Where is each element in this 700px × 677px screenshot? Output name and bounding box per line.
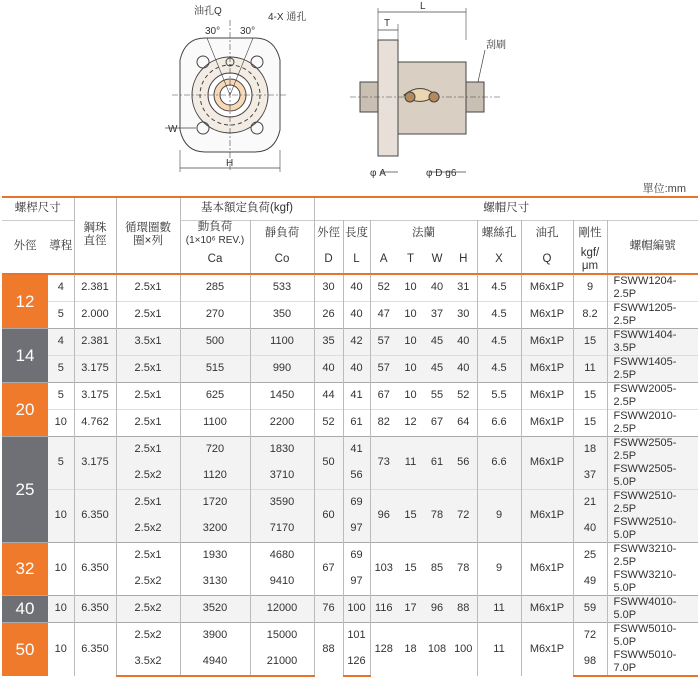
nut-outer-cell: 26 [314,301,343,328]
flange-t-cell: 15 [397,489,424,542]
rigidity-cell: 40 [573,516,607,543]
lead-cell: 5 [48,355,74,382]
circuits-cell: 2.5x1 [116,489,180,516]
rigidity-header: 剛性 [573,220,607,247]
flange-a-cell: 73 [370,436,397,489]
oil-hole-cell: M6x1P [521,542,573,595]
bolt-hole-cell: 4.5 [477,301,521,328]
rigidity-cell: 15 [573,409,607,436]
flange-a-cell: 82 [370,409,397,436]
circuits-cell: 2.5x2 [116,463,180,490]
nut-outer-cell: 67 [314,542,343,595]
screw-outer-dia-badge: 20 [2,382,48,436]
bolt-hole-cell: 11 [477,622,521,676]
screw-size-header: 螺桿尺寸 [2,197,74,220]
circuits-cell: 2.5x1 [116,436,180,463]
circuits-cell: 3.5x2 [116,649,180,676]
nut-outer-cell: 44 [314,382,343,409]
length-cell: 61 [343,409,370,436]
nut-model-cell: FSWW4010-5.0P [607,595,698,622]
static-load-cell: 1100 [250,328,314,355]
length-cell: 41 [343,436,370,463]
flange-w-cell: 78 [424,489,450,542]
static-load-cell: 15000 [250,622,314,649]
rigidity-cell: 21 [573,489,607,516]
lead-cell: 10 [48,622,74,676]
oil-hole-cell: M6x1P [521,301,573,328]
oil-hole-cell: M6x1P [521,328,573,355]
l-header: L [343,247,370,274]
t-header: T [406,253,415,265]
bolt-hole-cell: 6.6 [477,409,521,436]
outer-dia-header: 外徑 [13,240,37,252]
static-load-cell: 350 [250,301,314,328]
ball-dia-cell: 3.175 [74,436,116,489]
dynamic-load-cell: 1720 [180,489,250,516]
length-cell: 97 [343,569,370,596]
ball-dia-cell: 2.000 [74,301,116,328]
length-cell: 40 [343,274,370,302]
bolt-hole-cell: 4.5 [477,274,521,302]
dynamic-load-cell: 625 [180,382,250,409]
rigidity-cell: 25 [573,542,607,569]
screw-outer-dia-badge: 40 [2,595,48,622]
static-load-cell: 4680 [250,542,314,569]
dynamic-load-cell: 3900 [180,622,250,649]
lead-cell: 10 [48,595,74,622]
nut-model-cell: FSWW2010-2.5P [607,409,698,436]
lead-cell: 10 [48,489,74,542]
oil-hole-cell: M6x1P [521,489,573,542]
dynamic-load-cell: 1120 [180,463,250,490]
dynamic-load-cell: 3520 [180,595,250,622]
h-label: H [226,158,234,169]
flange-h-cell: 78 [450,542,477,595]
lead-cell: 10 [48,542,74,595]
table-row [2,301,698,328]
flange-t-cell: 10 [397,301,424,328]
static-load-cell: 533 [250,274,314,302]
rigidity-cell: 98 [573,649,607,676]
flange-header: 法蘭 [370,220,477,247]
table-header [2,197,698,274]
rigidity-cell: 37 [573,463,607,490]
static-load-cell: 3590 [250,489,314,516]
circuits-cell: 2.5x2 [116,569,180,596]
length-cell: 42 [343,328,370,355]
bolt-hole-cell: 11 [477,595,521,622]
rigidity-cell: 11 [573,355,607,382]
length-cell: 100 [343,595,370,622]
table-row [2,436,698,463]
circuits-cell: 2.5x1 [116,274,180,302]
dynamic-load-cell: 720 [180,436,250,463]
table-row [2,409,698,436]
length-cell: 40 [343,355,370,382]
static-load-cell: 7170 [250,516,314,543]
lead-cell: 4 [48,328,74,355]
nut-model-cell: FSWW1405-2.5P [607,355,698,382]
dynamic-load-cell: 3130 [180,569,250,596]
nut-model-cell: FSWW5010-7.0P [607,649,698,676]
spec-table [2,196,698,677]
q-header: Q [521,247,573,274]
flange-w-cell: 45 [424,328,450,355]
nut-outer-cell: 76 [314,595,343,622]
load-rating-header: 基本額定負荷(kgf) [180,197,314,220]
a-header: A [379,253,388,265]
flange-h-cell: 100 [450,622,477,676]
flange-h-cell: 30 [450,301,477,328]
screw-outer-dia-badge: 14 [2,328,48,382]
nut-model-cell: FSWW2505-5.0P [607,463,698,490]
front-view [165,20,288,172]
flange-t-cell: 12 [397,409,424,436]
ball-dia-cell: 4.762 [74,409,116,436]
table-row [2,622,698,649]
flange-a-cell: 96 [370,489,397,542]
nut-outer-cell: 50 [314,436,343,489]
circuits-header: 循環圈數 圈×列 [116,197,180,274]
flange-t-cell: 10 [397,274,424,302]
nut-outer-cell: 35 [314,328,343,355]
nut-model-cell: FSWW2510-5.0P [607,516,698,543]
screw-outer-dia-badge: 25 [2,436,48,542]
oil-hole-cell: M6x1P [521,595,573,622]
ca-header: Ca [180,247,250,274]
ball-dia-cell: 3.175 [74,355,116,382]
length-cell: 126 [343,649,370,676]
static-load-cell: 1830 [250,436,314,463]
static-load-cell: 2200 [250,409,314,436]
x-header: X [477,247,521,274]
flange-a-cell: 128 [370,622,397,676]
flange-w-cell: 67 [424,409,450,436]
flange-h-cell: 72 [450,489,477,542]
flange-w-cell: 55 [424,382,450,409]
nut-model-cell: FSWW1404-3.5P [607,328,698,355]
lead-cell: 4 [48,274,74,302]
l-label: L [420,1,426,12]
nut-outer-header: 外徑 [314,220,343,247]
flange-w-cell: 61 [424,436,450,489]
flange-w-cell: 96 [424,595,450,622]
flange-w-cell: 37 [424,301,450,328]
nut-model-cell: FSWW5010-5.0P [607,622,698,649]
circuits-cell: 2.5x1 [116,355,180,382]
wiper-label: 刮刷 [486,40,506,51]
ball-dia-cell: 6.350 [74,489,116,542]
flange-a-cell: 103 [370,542,397,595]
static-load-cell: 3710 [250,463,314,490]
lead-header: 導程 [48,220,74,274]
circuits-cell: 2.5x1 [116,542,180,569]
angle-right-label: 30° [240,26,256,37]
ball-dia-header: 鋼珠 直徑 [74,197,116,274]
dynamic-load-header: 動負荷 (1×10⁶ REV.) [180,220,250,247]
lead-cell: 5 [48,436,74,489]
nut-model-cell: FSWW2505-2.5P [607,436,698,463]
table-row [2,274,698,302]
phi-a-label: φ A [370,168,386,179]
table-body [2,274,698,676]
dynamic-load-cell: 285 [180,274,250,302]
flange-t-cell: 15 [397,542,424,595]
h-header: H [450,247,477,274]
flange-w-cell: 45 [424,355,450,382]
nut-outer-cell: 88 [314,622,343,676]
flange-a-cell: 57 [370,355,397,382]
static-load-cell: 990 [250,355,314,382]
co-header: Co [250,247,314,274]
bolt-hole-cell: 9 [477,489,521,542]
nut-technical-drawing [0,0,700,180]
circuits-cell: 2.5x1 [116,409,180,436]
oil-hole-cell: M6x1P [521,355,573,382]
nut-outer-cell: 60 [314,489,343,542]
nut-outer-cell: 40 [314,355,343,382]
length-cell: 69 [343,542,370,569]
flange-a-cell: 47 [370,301,397,328]
bolt-hole-cell: 5.5 [477,382,521,409]
rigidity-cell: 15 [573,328,607,355]
lead-cell: 5 [48,301,74,328]
nut-model-cell: FSWW2005-2.5P [607,382,698,409]
table-row [2,355,698,382]
nut-size-header: 螺帽尺寸 [483,202,530,215]
static-load-cell: 21000 [250,649,314,676]
dynamic-load-cell: 3200 [180,516,250,543]
kgf-header: kgf/μm [573,247,607,274]
table-row [2,542,698,569]
nut-model-cell: FSWW1205-2.5P [607,301,698,328]
angle-left-label: 30° [205,26,221,37]
nut-outer-cell: 52 [314,409,343,436]
ball-dia-cell: 6.350 [74,542,116,595]
dynamic-load-cell: 500 [180,328,250,355]
static-load-cell: 9410 [250,569,314,596]
unit-label: 單位:mm [642,183,686,195]
flange-h-cell: 64 [450,409,477,436]
flange-h-cell: 56 [450,436,477,489]
flange-a-cell: 52 [370,274,397,302]
flange-h-cell: 88 [450,595,477,622]
d-header: D [314,247,343,274]
flange-t-cell: 17 [397,595,424,622]
dynamic-load-cell: 270 [180,301,250,328]
flange-h-cell: 31 [450,274,477,302]
circuits-cell: 2.5x2 [116,622,180,649]
table-row [2,489,698,516]
nut-model-cell: FSWW3210-2.5P [607,542,698,569]
flange-w-cell: 40 [424,274,450,302]
bolt-hole-header: 螺絲孔 [477,220,521,247]
rigidity-cell: 15 [573,382,607,409]
length-cell: 56 [343,463,370,490]
rigidity-cell: 18 [573,436,607,463]
flange-w-cell: 108 [424,622,450,676]
circuits-cell: 2.5x2 [116,516,180,543]
circuits-cell: 2.5x1 [116,382,180,409]
length-cell: 97 [343,516,370,543]
oil-hole-cell: M6x1P [521,622,573,676]
flange-h-cell: 40 [450,355,477,382]
nut-model-cell: FSWW3210-5.0P [607,569,698,596]
through-hole-label: 4-X 通孔 [268,12,307,23]
bolt-hole-cell: 4.5 [477,328,521,355]
flange-t-cell: 10 [397,328,424,355]
bolt-hole-cell: 6.6 [477,436,521,489]
dynamic-load-cell: 1100 [180,409,250,436]
circuits-cell: 3.5x1 [116,328,180,355]
flange-a-cell: 116 [370,595,397,622]
length-cell: 101 [343,622,370,649]
bolt-hole-cell: 9 [477,542,521,595]
ball-dia-cell: 3.175 [74,382,116,409]
length-cell: 69 [343,489,370,516]
flange-t-cell: 10 [397,355,424,382]
oil-hole-cell: M6x1P [521,409,573,436]
rigidity-cell: 49 [573,569,607,596]
bolt-hole-cell: 4.5 [477,355,521,382]
phi-d-label: φ D g6 [426,168,457,179]
oil-hole-cell: M6x1P [521,274,573,302]
rigidity-cell: 59 [573,595,607,622]
length-header: 長度 [343,220,370,247]
table-row [2,595,698,622]
rigidity-cell: 72 [573,622,607,649]
ball-dia-cell: 2.381 [74,274,116,302]
screw-outer-dia-badge: 32 [2,542,48,595]
nut-model-cell: FSWW2510-2.5P [607,489,698,516]
dynamic-load-cell: 1930 [180,542,250,569]
t-label: T [384,18,391,29]
flange-h-cell: 40 [450,328,477,355]
nut-model-header: 螺帽編號 [607,220,698,274]
rigidity-cell: 9 [573,274,607,302]
flange-h-cell: 52 [450,382,477,409]
static-load-cell: 12000 [250,595,314,622]
w-label: W [168,124,178,135]
static-load-cell: 1450 [250,382,314,409]
dynamic-load-cell: 4940 [180,649,250,676]
table-row [2,382,698,409]
length-cell: 41 [343,382,370,409]
screw-outer-dia-badge: 50 [2,622,48,676]
dynamic-load-cell: 515 [180,355,250,382]
table-row [2,328,698,355]
lead-cell: 5 [48,382,74,409]
static-load-header: 靜負荷 [250,220,314,247]
ball-dia-cell: 2.381 [74,328,116,355]
flange-t-cell: 11 [397,436,424,489]
ball-dia-cell: 6.350 [74,595,116,622]
oil-hole-cell: M6x1P [521,382,573,409]
oil-hole-header: 油孔 [521,220,573,247]
lead-cell: 10 [48,409,74,436]
flange-t-cell: 10 [397,382,424,409]
flange-a-cell: 57 [370,328,397,355]
length-cell: 40 [343,301,370,328]
nut-model-cell: FSWW1204-2.5P [607,274,698,302]
oil-hole-label: 油孔Q [194,6,222,17]
flange-a-cell: 67 [370,382,397,409]
flange-t-cell: 18 [397,622,424,676]
nut-outer-cell: 30 [314,274,343,302]
side-view [350,8,500,172]
ball-dia-cell: 6.350 [74,622,116,676]
flange-w-cell: 85 [424,542,450,595]
rigidity-cell: 8.2 [573,301,607,328]
circuits-cell: 2.5x1 [116,301,180,328]
w-header: W [431,253,443,265]
circuits-cell: 2.5x2 [116,595,180,622]
oil-hole-cell: M6x1P [521,436,573,489]
screw-outer-dia-badge: 12 [2,274,48,329]
